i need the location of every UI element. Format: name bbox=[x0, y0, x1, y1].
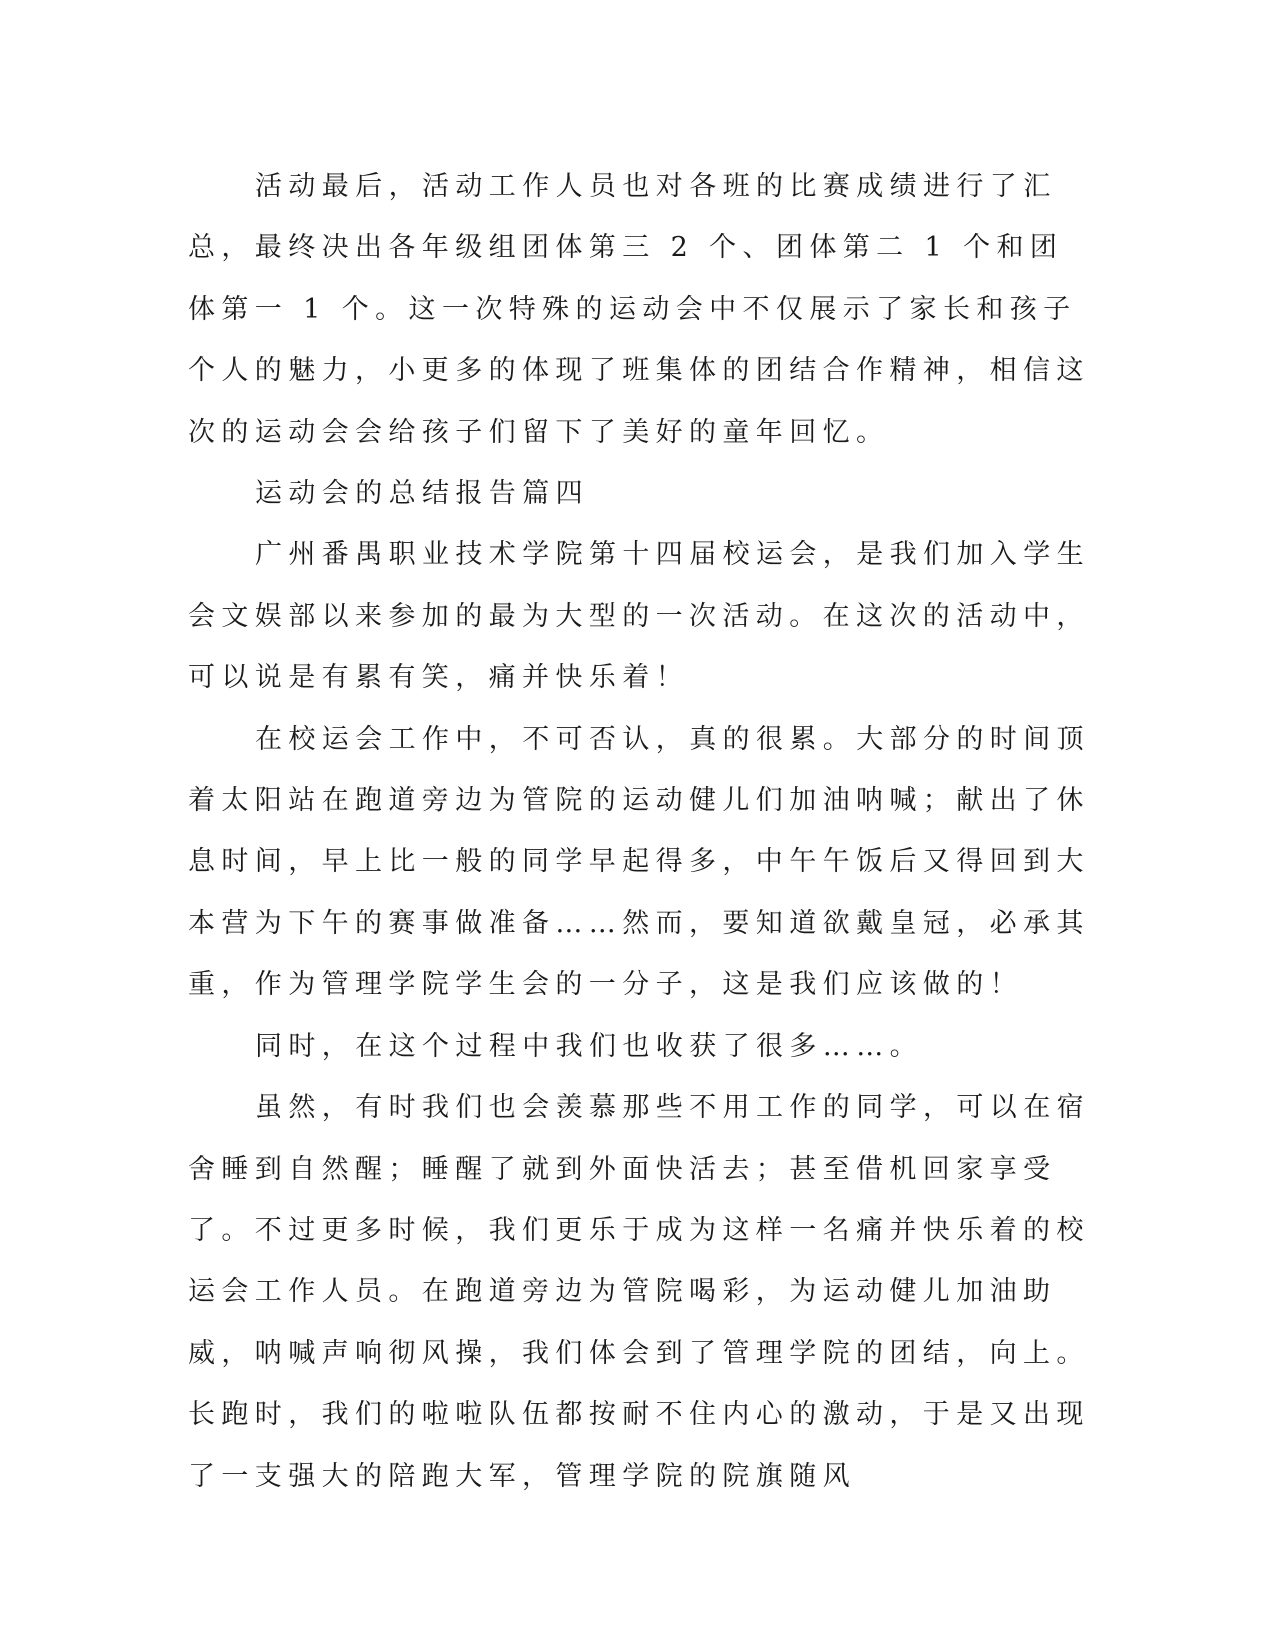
paragraph-closing-summary: 活动最后，活动工作人员也对各班的比赛成绩进行了汇总，最终决出各年级组团体第三 2 个、团体第二 1 个和团体第一 1 个。这一次特殊的运动会中不仅展示了家长和孩子个人的魅力，小更多的体现了班集体的团结合作精神，相信这次的运动会会给孩子们留下了美好的童年回忆。 bbox=[188, 171, 1090, 448]
document-body bbox=[188, 156, 1090, 1507]
paragraph-intro: 广州番禺职业技术学院第十四届校运会，是我们加入学生会文娱部以来参加的最为大型的一次活动。在这次的活动中，可以说是有累有笑，痛并快乐着！ bbox=[188, 539, 1090, 694]
section-heading: 运动会的总结报告篇四 bbox=[255, 478, 589, 510]
paragraph-work-experience: 在校运会工作中，不可否认，真的很累。大部分的时间顶着太阳站在跑道旁边为管院的运动健儿们加油呐喊；献出了休息时间，早上比一般的同学早起得多，中午午饭后又得回到大本营为下午的赛事做准备……然而，要知道欲戴皇冠，必承其重，作为管理学院学生会的一分子，这是我们应该做的！ bbox=[188, 723, 1090, 1001]
paragraph-reflection: 虽然，有时我们也会羡慕那些不用工作的同学，可以在宿舍睡到自然醒；睡醒了就到外面快活去；甚至借机回家享受了。不过更多时候，我们更乐于成为这样一名痛并快乐着的校运会工作人员。在跑道旁边为管院喝彩，为运动健儿加油助威，呐喊声响彻风操，我们体会到了管理学院的团结，向上。长跑时，我们的啦啦队伍都按耐不住内心的激动，于是又出现了一支强大的陪跑大军，管理学院的院旗随风 bbox=[188, 1092, 1090, 1492]
paragraph-gains: 同时，在这个过程中我们也收获了很多……。 bbox=[255, 1030, 923, 1062]
